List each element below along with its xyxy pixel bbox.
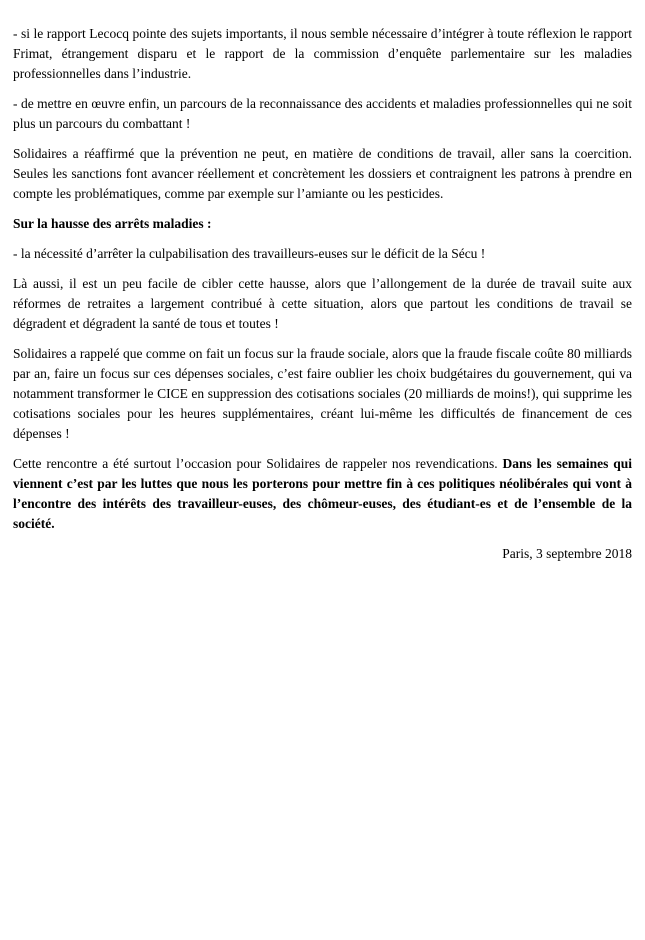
paragraph-rencontre-bold-run: Dans les semaines qui viennent c’est par les luttes que nous les porterons pour mettre fin à ces politiques néolibérales qui vont à l’encontre des intérêts des travailleur-euses, des chômeur-euses, des étudiant-es et de l’ensemble de la société. [13,456,632,531]
paragraph-rencontre-revendications [13,454,632,534]
paragraph-la-aussi: Là aussi, il est un peu facile de cibler cette hausse, alors que l’allongement de la durée de travail suite aux réformes de retraites a largement contribué à cette situation, alors que partout les conditions de travail se dégradent et dégradent la santé de tous et toutes ! [13,276,632,331]
dateline-paris: Paris, 3 septembre 2018 [502,546,632,561]
paragraph-fraude-sociale: Solidaires a rappelé que comme on fait un focus sur la fraude sociale, alors que la fraude fiscale coûte 80 milliards par an, faire un focus sur ces dépenses sociales, c’est faire oublier les choix budgétaires du gouvernement, qui va notamment transformer le CICE en suppression des cotisations sociales (20 milliards de moins!), qui supprime les cotisations sociales pour les heures supplémentaires, créant lui-même les difficultés de financement de ces dépenses ! [13,346,632,441]
paragraph-prevention-coercition: Solidaires a réaffirmé que la prévention ne peut, en matière de conditions de travail, aller sans la coercition. Seules les sanctions font avancer réellement et concrètement les dossiers et contraignent les patrons à prendre en compte les problématiques, comme par exemple sur l’amiante ou les pesticides. [13,146,632,201]
heading-hausse-arrets-maladies: Sur la hausse des arrêts maladies : [13,216,212,231]
paragraph-culpabilisation: - la nécessité d’arrêter la culpabilisation des travailleurs-euses sur le déficit de la Sécu ! [13,246,486,261]
paragraph-rencontre-normal-run: Cette rencontre a été surtout l’occasion pour Solidaires de rappeler nos revendications. [13,456,503,471]
paragraph-rapport-lecocq: - si le rapport Lecocq pointe des sujets importants, il nous semble nécessaire d’intégrer à toute réflexion le rapport Frimat, étrangement disparu et le rapport de la commission d’enquête parlementaire sur les maladies professionnelles dans l’industrie. [13,26,632,81]
paragraph-parcours-reconnaissance: - de mettre en œuvre enfin, un parcours de la reconnaissance des accidents et maladies professionnelles qui ne soit plus un parcours du combattant ! [13,96,632,131]
document-body [13,24,632,574]
